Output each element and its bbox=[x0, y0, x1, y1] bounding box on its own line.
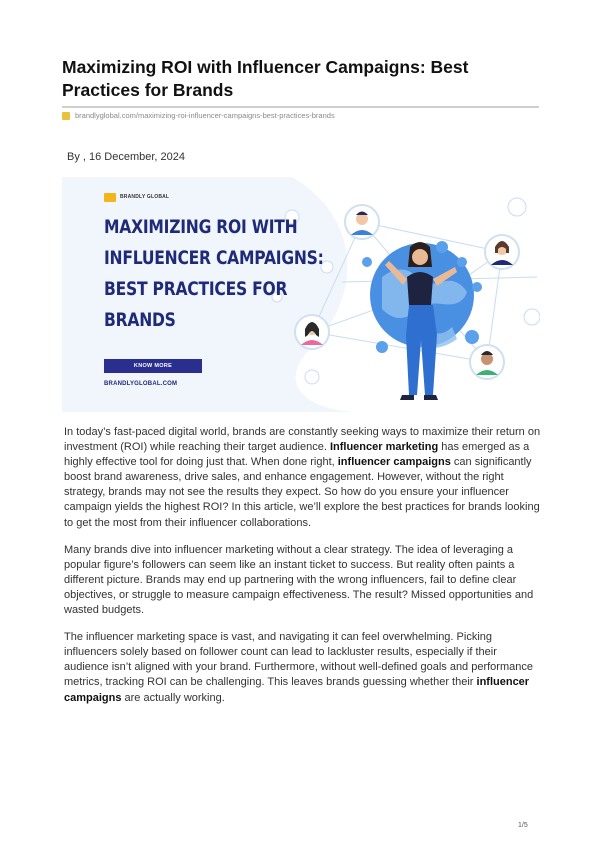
keyword-influencer-marketing: Influencer marketing bbox=[329, 441, 439, 454]
article-title: Maximizing ROI with Influencer Campaigns: Best Practices for Brands bbox=[62, 57, 469, 100]
avatar-bottom-right bbox=[470, 345, 504, 379]
source-url[interactable]: brandlyglobal.com/maximizing-roi-influencer-campaigns-best-practices-brands bbox=[75, 111, 335, 120]
avatar-top-left bbox=[345, 205, 379, 239]
avatar-middle-left bbox=[295, 315, 329, 349]
brand-logo-icon bbox=[104, 193, 116, 202]
hero-site-url: BRANDLYGLOBAL.COM bbox=[104, 381, 178, 387]
title-divider bbox=[62, 106, 539, 108]
hero-heading-line: MAXIMIZING ROI WITH bbox=[104, 216, 298, 238]
hero-heading-line: INFLUENCER CAMPAIGNS: bbox=[104, 247, 324, 269]
byline: By , 16 December, 2024 bbox=[67, 151, 186, 163]
brand-logo-text: BRANDLY GLOBAL bbox=[120, 194, 170, 200]
hero-banner bbox=[62, 177, 540, 412]
source-url-row bbox=[62, 111, 335, 120]
site-favicon-icon bbox=[62, 112, 70, 120]
keyword-influencer-campaigns: influencer campaigns bbox=[337, 456, 451, 469]
article-body bbox=[64, 425, 542, 718]
hero-heading bbox=[104, 212, 324, 336]
hero-heading-line: BEST PRACTICES FOR bbox=[104, 278, 288, 300]
paragraph-agitate: The influencer marketing space is vast, and navigating it can feel overwhelming. Picking influencers solely based on follower count can lead to lackluster results, especially if their audience isn’t aligned with your brand. Furthermore, without well-defined goals and performance metrics, tracking ROI can be challenging. This leaves brands guessing whether their influencer campaigns are actually working. bbox=[64, 631, 533, 704]
keyword-influencer-campaigns: influencer campaigns bbox=[64, 676, 530, 704]
paragraph-problem: Many brands dive into influencer marketing without a clear strategy. The idea of leveraging a popular figure’s followers can seem like an instant ticket to success. But reality often paints a different picture. Brands may end up partnering with the wrong influencers, fail to define clear objectives, or struggle to measure campaign effectiveness. The result? Missed opportunities and wasted budgets. bbox=[64, 543, 534, 617]
avatar-top-right bbox=[485, 235, 519, 269]
page-number: 1/5 bbox=[518, 822, 528, 829]
hero-heading-line: BRANDS bbox=[104, 309, 176, 331]
paragraph-intro: In today’s fast-paced digital world, brands are constantly seeking ways to maximize their return on investment (ROI) while reaching their target audience. Influencer marketing has emerged as a highly effective tool for doing just that. When done right, influencer campaigns can significantly boost brand awareness, drive sales, and enhance engagement. However, without the right strategy, brands may not see the results they expect. So how do you ensure your influencer campaign yields the highest ROI? In this article, we’ll explore the best practices for brands looking to get the most from their influencer collaborations. bbox=[64, 426, 541, 529]
know-more-button[interactable]: KNOW MORE bbox=[104, 359, 202, 373]
brand-logo bbox=[104, 193, 169, 202]
